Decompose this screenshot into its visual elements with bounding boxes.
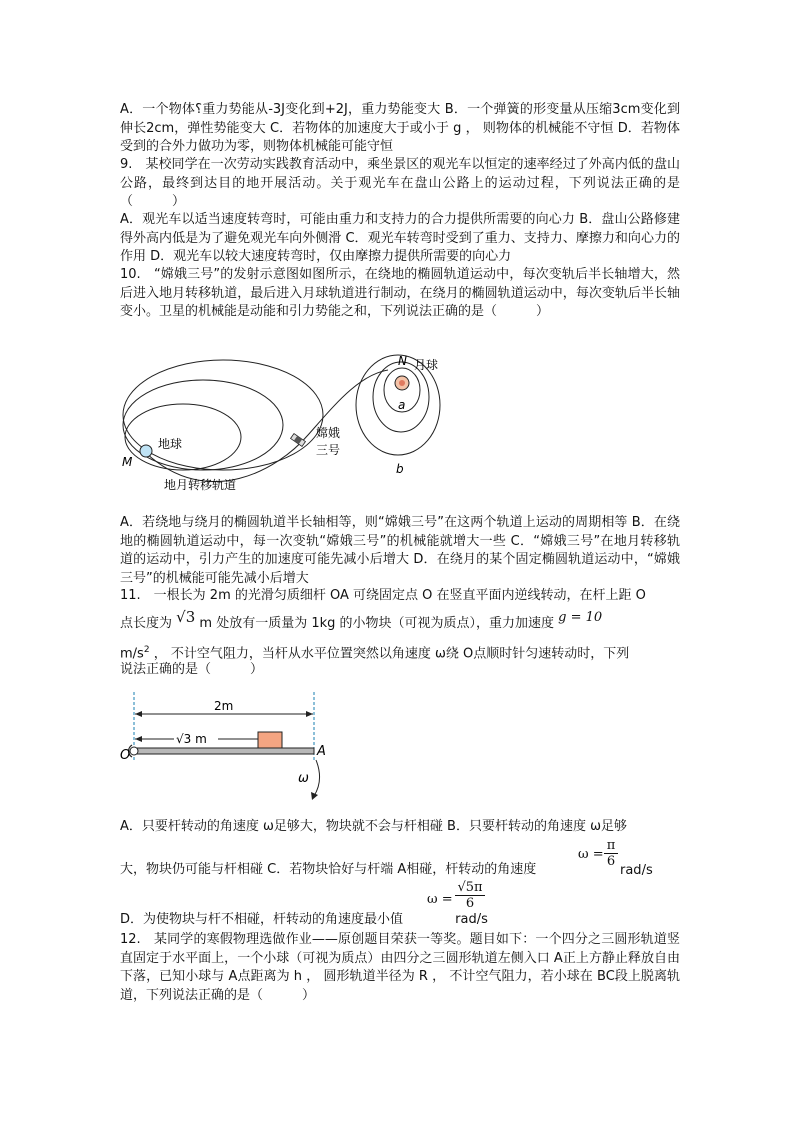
label-O: O	[120, 748, 131, 763]
moon-label: 月球	[414, 358, 439, 372]
frac-c-den: 6	[606, 854, 616, 869]
q11-line2-b: m 处放有一质量为 1kg 的小物块（可视为质点），重力加速度	[199, 616, 555, 631]
label-a: a	[398, 398, 406, 412]
pivot-icon	[130, 747, 138, 755]
q11-rod-figure	[118, 692, 338, 802]
q10-orbit-figure	[118, 345, 458, 495]
q11-g-eq: g = 10	[558, 610, 603, 625]
q11-unit-exp: 2	[143, 645, 150, 655]
q12-stem: 12. 某同学的寒假物理选做作业——原创题目荣获一等奖。题目如下：一个四分之三圆形轨道竖直固定于水平面上，一个小球（可视为质点）由四分之三圆形轨道左侧入口 A正上方静止释放自由下落，已知小球与 A点距离为 h ， 圆形轨道半径为 R ， 不计空气阻力，若小球在 BC段上脱离轨道，下列说法正确的是（ ）	[120, 932, 680, 1003]
dim-2m-label: 2m	[214, 699, 234, 713]
frac-d-num: √5π	[457, 880, 483, 895]
label-b: b	[396, 462, 404, 476]
q11-line1: 11. 一根长为 2m 的光滑匀质细杆 OA 可绕固定点 O 在竖直平面内逆线转动，在杆上距 O	[120, 588, 646, 603]
q11-options-ab: A．只要杆转动的角速度 ω足够大，物块就不会与杆相碰 B．只要杆转动的角速度 ω足够	[120, 819, 627, 834]
q11-line3-b: ， 不计空气阻力，当杆从水平位置突然以角速度 ω绕 O点顺时针匀速转动时，下列	[153, 646, 630, 662]
rotation-arrow-icon	[314, 760, 320, 796]
q10-stem: 10. “嫦娥三号”的发射示意图如图所示，在绕地的椭圆轨道运动中，每次变轨后半长轴增大，然后进入地月转移轨道，最后进入月球轨道进行制动，在绕月的椭圆轨道运动中，每次变轨后半长轴变小。卫星的机械能是动能和引力势能之和，下列说法正确的是（ ）	[120, 267, 680, 319]
earth-orbit-1	[125, 404, 241, 470]
q10-options: A．若绕地与绕月的椭圆轨道半长轴相等，则“嫦娥三号”在这两个轨道上运动的周期相等 B．在绕地的椭圆轨道运动中，每一次变轨“嫦娥三号”的机械能就增大一些 C．“嫦娥三号”在地月转移轨道的运动中，引力产生的加速度可能先减小后增大 D．在绕月的某个固定椭圆轨道运动中，“嫦娥三号”的机械能可能先减小后增大	[120, 515, 680, 586]
earth-icon	[140, 445, 152, 457]
earth-label: 地球	[158, 437, 183, 451]
q11-option-d-text: D．为使物块与杆不相碰，杆转动的角速度最小值	[120, 912, 404, 927]
frac-d-lhs: ω =	[427, 892, 453, 907]
moon-orbit-mid	[373, 362, 429, 432]
q11-line4: 说法正确的是（ ）	[120, 662, 264, 677]
satellite-icon	[291, 434, 306, 447]
q11-line2-a: 点长度为	[120, 616, 173, 631]
craft-label-1: 嫦娥	[316, 426, 341, 440]
earth-orbit-3	[123, 360, 323, 470]
q9-stem: 9. 某校同学在一次劳动实践教育活动中，乘坐景区的观光车以恒定的速率经过了外高内低的盘山公路，最终到达目的地开展活动。关于观光车在盘山公路上的运动过程，下列说法正确的是（ ）	[120, 157, 680, 209]
label-A: A	[317, 744, 326, 759]
label-M: M	[122, 455, 133, 469]
q11-option-d	[120, 911, 488, 929]
frac-d-den: 6	[465, 896, 475, 911]
frac-c-lhs: ω =	[578, 847, 604, 862]
q11-unit: m/s	[120, 646, 144, 662]
transfer-label: 地月转移轨道	[164, 478, 237, 492]
label-omega: ω	[298, 771, 309, 786]
q8-options: A．一个物体⸮重力势能从-3J变化到+2J，重力势能变大 B．一个弹簧的形变量从压缩3cm变化到伸长2cm，弹性势能变大 C．若物体的加速度大于或小于 g ， 则物体的机械能不守恒 D．若物体受到的合外力做功为零，则物体机械能可能守恒	[120, 102, 680, 154]
q9-options: A．观光车以适当速度转弯时，可能由重力和支持力的合力提供所需要的向心力 B．盘山公路修建得外高内低是为了避免观光车向外侧滑 C．观光车转弯时受到了重力、支持力、摩擦力和向心力的作用 D．观光车以较大速度转弯时，仅由摩擦力提供所需要的向心力	[120, 212, 680, 264]
craft-label-2: 三号	[316, 443, 341, 457]
q11-line3	[120, 641, 629, 663]
block	[258, 732, 282, 748]
q11-sqrt3: √3	[176, 608, 196, 626]
frac-c-unit: rad/s	[620, 863, 653, 878]
moon-core-icon	[399, 380, 405, 386]
rod	[134, 748, 314, 754]
frac-d-unit: rad/s	[455, 912, 488, 927]
q11-option-c-text: 大，物块仍可能与杆相碰 C．若物块恰好与杆端 A相碰，杆转动的角速度	[120, 862, 537, 877]
label-N: N	[398, 354, 407, 368]
frac-c-num: π	[606, 838, 616, 853]
q11-line2	[120, 608, 603, 633]
dim-sqrt3-label: √3 m	[176, 732, 207, 746]
